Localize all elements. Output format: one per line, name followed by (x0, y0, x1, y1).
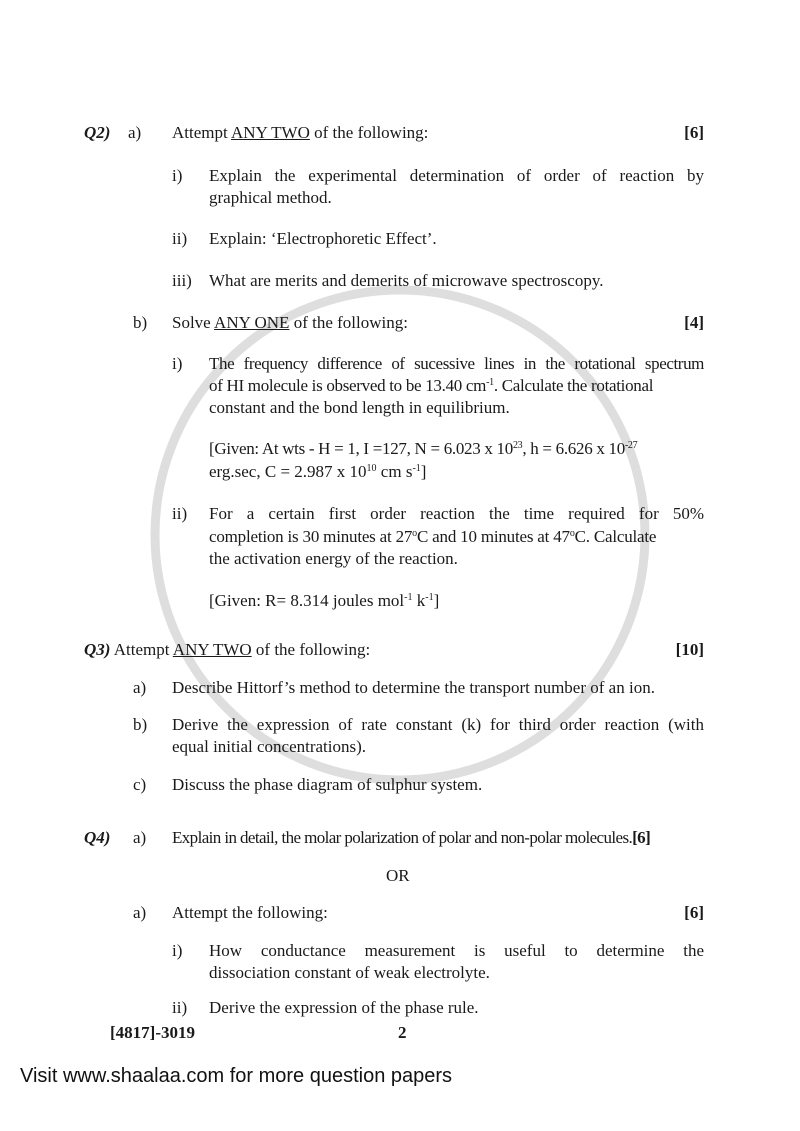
q2-number: Q2) (84, 123, 111, 142)
given-data (209, 462, 704, 482)
instruction-text: of the following: (251, 640, 371, 659)
superscript: o (412, 528, 417, 539)
text-part: C and 10 minutes at 47 (416, 527, 570, 546)
question-text: Describe Hittorf’s method to determine the transport number of an ion. (172, 678, 655, 697)
text-part: ] (433, 591, 440, 610)
question-text: Derive the expression of rate constant (k) for third order reaction (with (172, 715, 704, 734)
question-text: The frequency difference of sucessive lines in the rotational spectrum (209, 354, 704, 373)
q4-alt-label: a) (133, 903, 147, 922)
text-part: Explain in detail, the molar polarization of polar and non-polar molecules. (172, 828, 633, 847)
item-label: a) (133, 678, 147, 697)
question-text: equal initial concentrations). (172, 737, 367, 756)
superscript: -1 (412, 463, 421, 474)
question-text (172, 828, 650, 848)
text-part: ] (420, 462, 427, 481)
question-text: For a certain first order reaction the time required for 50% (209, 504, 704, 523)
instruction-text: Solve (172, 313, 215, 332)
superscript: 10 (366, 463, 377, 474)
q2b-label: b) (133, 313, 148, 332)
q2b-marks: [4] (684, 313, 704, 332)
instruction-text: of the following: (309, 123, 429, 142)
text-part: [Given: R= 8.314 joules mol (209, 591, 405, 610)
q2a-label: a) (128, 123, 142, 142)
item-label: i) (172, 941, 183, 960)
instruction-emphasis: ANY TWO (231, 123, 310, 142)
question-text (209, 376, 704, 396)
item-label: b) (133, 715, 148, 734)
text-part: C. Calculate (574, 527, 657, 546)
item-label: ii) (172, 504, 188, 523)
item-label: ii) (172, 998, 188, 1017)
instruction-text: Attempt (172, 123, 232, 142)
q4-number: Q4) (84, 828, 111, 847)
instruction-emphasis: ANY TWO (172, 640, 252, 659)
q2a-marks: [6] (684, 123, 704, 142)
question-text: How conductance measurement is useful to determine the (209, 941, 704, 960)
text-part: k (412, 591, 426, 610)
instruction-text: of the following: (289, 313, 408, 332)
item-label: iii) (172, 271, 192, 290)
text-part: . Calculate the rotational (493, 376, 654, 395)
text-part: [Given: At wts - H = 1, I =127, N = 6.023 x 10 (209, 439, 513, 458)
q4a-marks: [6] (632, 828, 651, 847)
item-label: ii) (172, 229, 188, 248)
superscript: o (569, 528, 575, 539)
question-text: What are merits and demerits of microwave spectroscopy. (209, 271, 604, 290)
question-text: constant and the bond length in equilibrium. (209, 398, 510, 417)
item-label: i) (172, 166, 183, 185)
instruction-text: Attempt (110, 640, 173, 659)
text-part: erg.sec, C = 2.987 x 10 (209, 462, 367, 481)
superscript: -1 (425, 592, 434, 603)
instruction-emphasis: ANY ONE (214, 313, 290, 332)
question-text: Explain: ‘Electrophoretic Effect’. (209, 229, 437, 248)
given-data (209, 591, 704, 611)
superscript: -1 (404, 592, 413, 603)
given-data (209, 439, 704, 459)
question-text: graphical method. (209, 188, 332, 207)
visit-link[interactable]: Visit www.shaalaa.com for more question papers (20, 1065, 453, 1087)
question-text (209, 527, 704, 547)
text-part: , h = 6.626 x 10 (522, 439, 625, 458)
q3-marks: [10] (675, 640, 704, 659)
q2a-instruction (172, 123, 428, 143)
q3-instruction (84, 640, 370, 660)
text-part: completion is 30 minutes at 27 (209, 527, 413, 546)
superscript: -27 (624, 440, 638, 451)
paper-code: [4817]-3019 (110, 1023, 195, 1042)
question-text: the activation energy of the reaction. (209, 549, 458, 568)
question-text: dissociation constant of weak electrolyte. (209, 963, 490, 982)
q4-alt-marks: [6] (684, 903, 704, 922)
q2b-instruction (172, 313, 408, 333)
text-part: cm s (376, 462, 413, 481)
question-text: Discuss the phase diagram of sulphur system. (172, 775, 483, 794)
item-label: i) (172, 354, 183, 373)
superscript: -1 (486, 377, 494, 388)
question-text: Explain the experimental determination of order of reaction by (209, 166, 704, 185)
q4-alt-instruction: Attempt the following: (172, 903, 328, 922)
q3-number: Q3) (84, 640, 111, 659)
or-divider: OR (386, 866, 410, 885)
question-text: Derive the expression of the phase rule. (209, 998, 479, 1017)
text-part: of HI molecule is observed to be 13.40 cm (209, 376, 487, 395)
superscript: 23 (512, 440, 523, 451)
item-label: c) (133, 775, 147, 794)
q4a-label: a) (133, 828, 147, 847)
page-number: 2 (398, 1023, 407, 1042)
